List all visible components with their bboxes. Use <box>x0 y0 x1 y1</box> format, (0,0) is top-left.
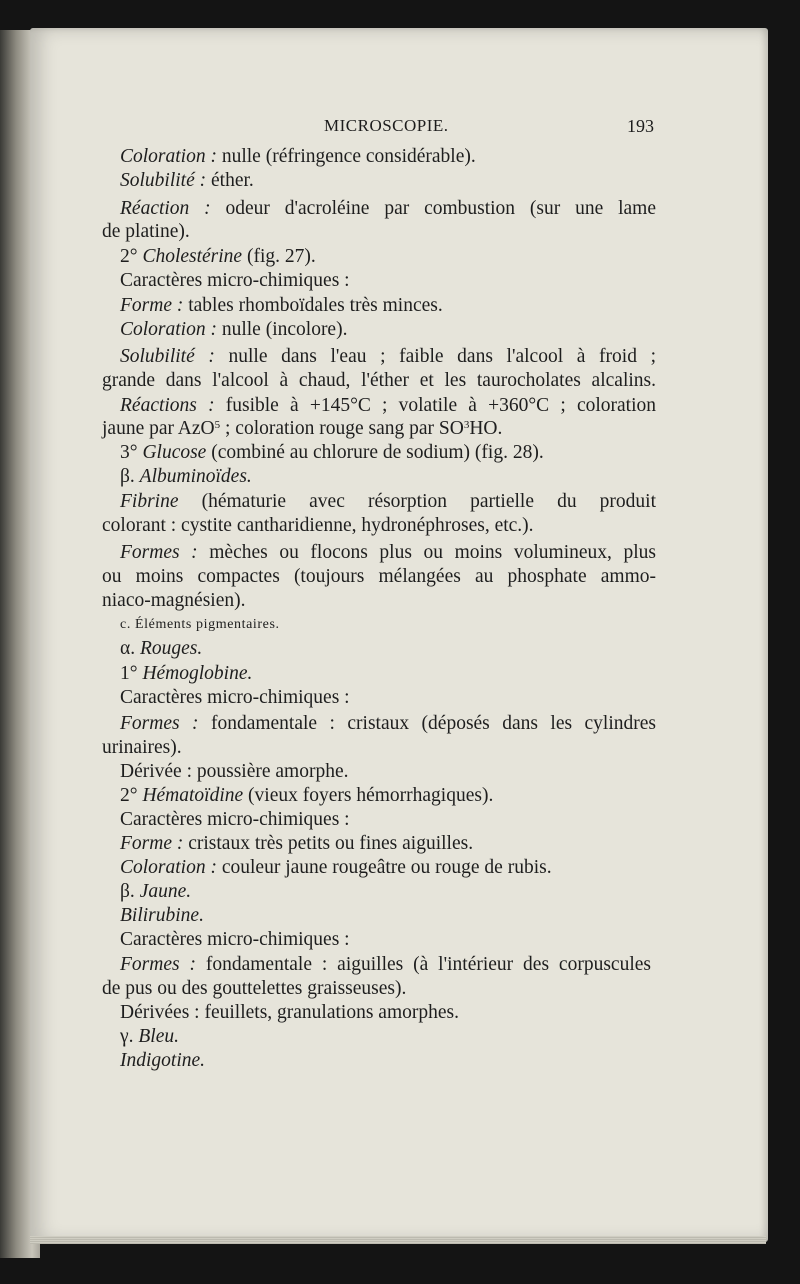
text-line: jaune par AzO$^5$ ; coloration rouge sang par $SO^3HO$. <box>102 418 503 439</box>
text-line: Formes : fondamentale : aiguilles (à l'intérieur des corpuscules <box>120 954 651 975</box>
text-line: colorant : cystite cantharidienne, hydronéphroses, etc.). <box>102 515 534 536</box>
text-line: grande dans l'alcool à chaud, l'éther et les taurocholates alcalins. <box>102 370 656 391</box>
text-line: Réactions : fusible à +145°C ; volatile à +360°C ; coloration <box>120 395 656 416</box>
text-line: 1° Hémoglobine. <box>120 663 253 684</box>
text-line: γ. Bleu. <box>120 1026 179 1047</box>
text-line: Coloration : nulle (réfringence considérable). <box>120 146 476 167</box>
text-line: Forme : tables rhomboïdales très minces. <box>120 295 443 316</box>
text-line: Caractères micro-chimiques : <box>120 929 350 950</box>
text-line: Dérivée : poussière amorphe. <box>120 761 349 782</box>
text-line: Indigotine. <box>120 1050 206 1071</box>
text-line: 3° Glucose (combiné au chlorure de sodium) (fig. 28). <box>120 442 544 463</box>
text-line: niaco-magnésien). <box>102 590 246 611</box>
running-title: MICROSCOPIE. <box>324 116 449 135</box>
text-line: de pus ou des gouttelettes graisseuses). <box>102 978 407 999</box>
text-line: Bilirubine. <box>120 905 204 926</box>
text-line: urinaires). <box>102 737 182 758</box>
text-line: ou moins compactes (toujours mélangées au phosphate ammo- <box>102 566 656 587</box>
text-line: Dérivées : feuillets, granulations amorphes. <box>120 1002 459 1023</box>
text-line: 2° Cholestérine (fig. 27). <box>120 246 316 267</box>
text-line: Caractères micro-chimiques : <box>120 809 350 830</box>
text-line: 2° Hématoïdine (vieux foyers hémorrhagiques). <box>120 785 494 806</box>
text-line: Réaction : odeur d'acroléine par combustion (sur une lame <box>120 198 656 219</box>
text-line: α. Rouges. <box>120 638 203 659</box>
text-line: Caractères micro-chimiques : <box>120 687 350 708</box>
text-line: Solubilité : nulle dans l'eau ; faible dans l'alcool à froid ; <box>120 346 656 367</box>
page-number: 193 <box>627 116 654 136</box>
section-heading: c. Éléments pigmentaires. <box>120 617 280 632</box>
text-line: Caractères micro-chimiques : <box>120 270 350 291</box>
text-line: Coloration : couleur jaune rougeâtre ou rouge de rubis. <box>120 857 552 878</box>
text-line: Formes : mèches ou flocons plus ou moins volumineux, plus <box>120 542 656 563</box>
text-line: β. Jaune. <box>120 881 192 902</box>
text-line: Forme : cristaux très petits ou fines aiguilles. <box>120 833 474 854</box>
text-line: Solubilité : éther. <box>120 170 254 191</box>
text-line: β. Albuminoïdes. <box>120 466 252 487</box>
text-line: de platine). <box>102 221 190 242</box>
text-line: Coloration : nulle (incolore). <box>120 319 348 340</box>
text-line: Fibrine (hématurie avec résorption partielle du produit <box>120 491 656 512</box>
text-line: Formes : fondamentale : cristaux (déposés dans les cylindres <box>120 713 656 734</box>
